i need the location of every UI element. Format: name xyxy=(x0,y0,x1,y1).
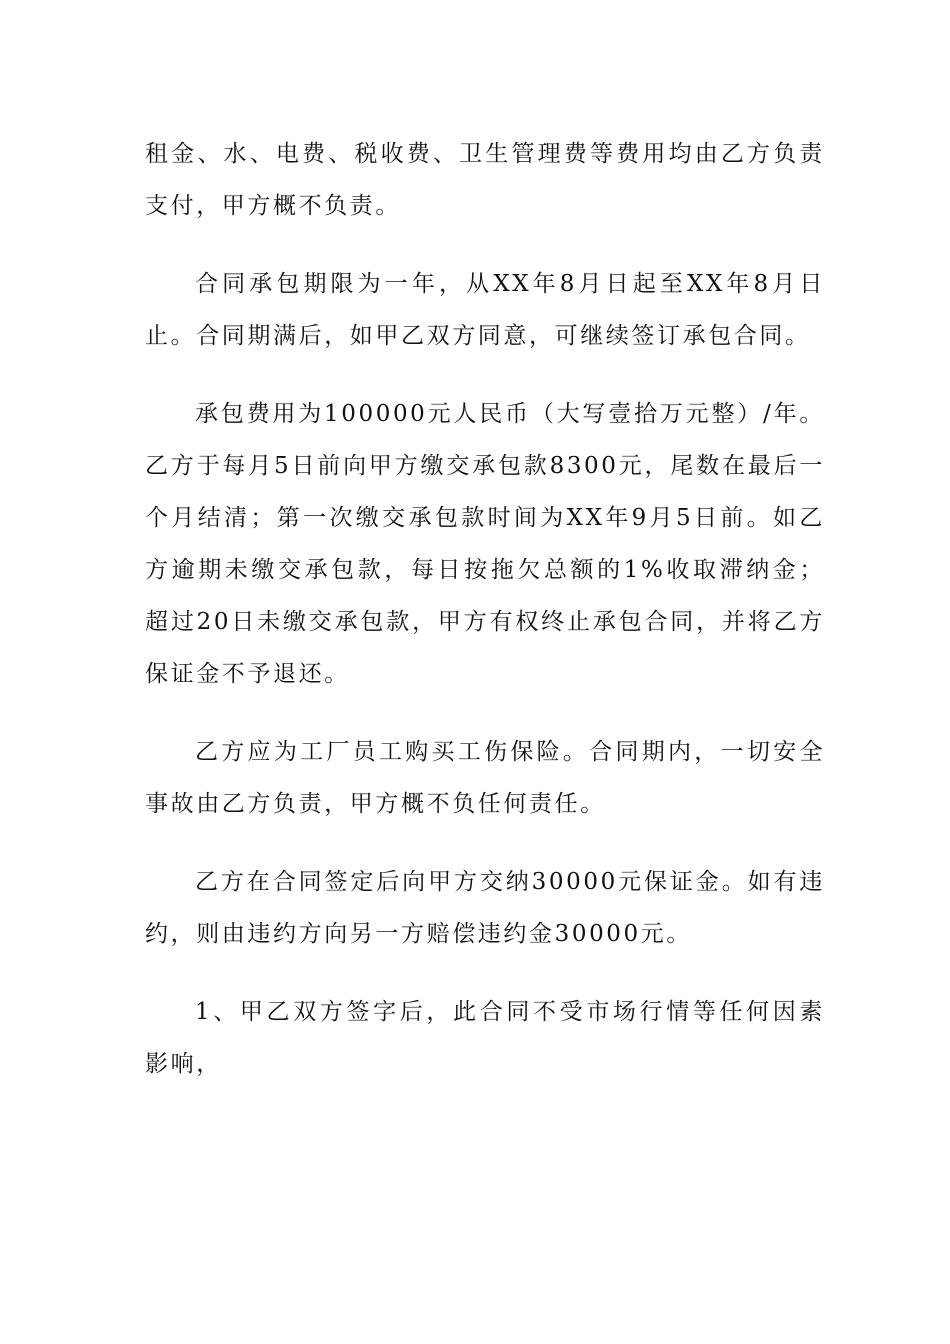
paragraph-fees: 租金、水、电费、税收费、卫生管理费等费用均由乙方负责支付，甲方概不负责。 xyxy=(145,141,825,219)
paragraph-contract-fee: 承包费用为100000元人民币（大写壹拾万元整）/年。乙方于每月5日前向甲方缴交承包款8300元，尾数在最后一个月结清；第一次缴交承包款时间为XX年9月5日前。如乙方逾期未缴交承包款，每日按拖欠总额的1%收取滞纳金；超过20日未缴交承包款，甲方有权终止承包合同，并将乙方保证金不予退还。 xyxy=(145,401,825,687)
paragraph-deposit: 乙方在合同签定后向甲方交纳30000元保证金。如有违约，则由违约方向另一方赔偿违约金30000元。 xyxy=(145,869,825,947)
document-body xyxy=(145,128,825,1116)
paragraph-clause-1: 1、甲乙双方签字后，此合同不受市场行情等任何因素影响， xyxy=(145,999,825,1077)
paragraph-insurance: 乙方应为工厂员工购买工伤保险。合同期内，一切安全事故由乙方负责，甲方概不负任何责任。 xyxy=(145,739,825,817)
paragraph-contract-term: 合同承包期限为一年，从XX年8月日起至XX年8月日止。合同期满后，如甲乙双方同意，可继续签订承包合同。 xyxy=(145,271,825,349)
